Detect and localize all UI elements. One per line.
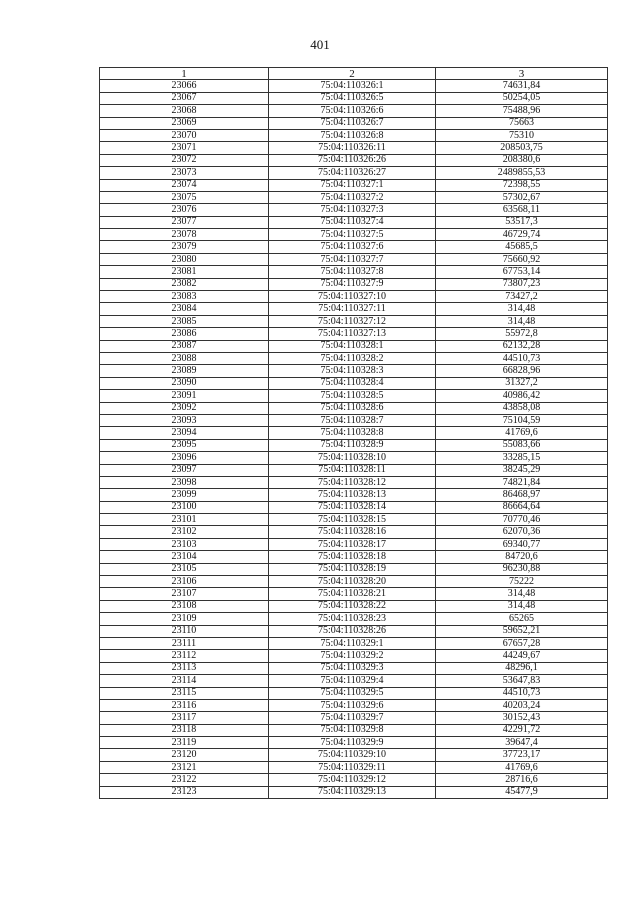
row-number-cell: 23112 bbox=[100, 650, 269, 662]
value-cell: 55083,66 bbox=[436, 439, 608, 451]
table-row bbox=[100, 80, 608, 92]
table-row bbox=[100, 551, 608, 563]
row-number-cell: 23079 bbox=[100, 241, 269, 253]
value-cell: 75104,59 bbox=[436, 414, 608, 426]
cadastral-number-cell: 75:04:110328:8 bbox=[269, 427, 436, 439]
table-row bbox=[100, 526, 608, 538]
table-row bbox=[100, 749, 608, 761]
value-cell: 72398,55 bbox=[436, 179, 608, 191]
row-number-cell: 23089 bbox=[100, 365, 269, 377]
table-row bbox=[100, 427, 608, 439]
table-row bbox=[100, 204, 608, 216]
row-number-cell: 23091 bbox=[100, 390, 269, 402]
row-number-cell: 23083 bbox=[100, 291, 269, 303]
row-number-cell: 23116 bbox=[100, 699, 269, 711]
cadastral-number-cell: 75:04:110326:26 bbox=[269, 154, 436, 166]
row-number-cell: 23122 bbox=[100, 774, 269, 786]
row-number-cell: 23093 bbox=[100, 414, 269, 426]
header-row bbox=[100, 68, 608, 80]
value-cell: 86664,64 bbox=[436, 501, 608, 513]
value-cell: 46729,74 bbox=[436, 229, 608, 241]
value-cell: 55972,8 bbox=[436, 328, 608, 340]
table-row bbox=[100, 414, 608, 426]
cadastral-number-cell: 75:04:110327:4 bbox=[269, 216, 436, 228]
value-cell: 96230,88 bbox=[436, 563, 608, 575]
column-header-3: 3 bbox=[436, 68, 608, 80]
cadastral-number-cell: 75:04:110326:6 bbox=[269, 105, 436, 117]
value-cell: 314,48 bbox=[436, 315, 608, 327]
cadastral-number-cell: 75:04:110328:12 bbox=[269, 476, 436, 488]
row-number-cell: 23086 bbox=[100, 328, 269, 340]
row-number-cell: 23107 bbox=[100, 588, 269, 600]
row-number-cell: 23080 bbox=[100, 253, 269, 265]
row-number-cell: 23109 bbox=[100, 613, 269, 625]
table-row bbox=[100, 452, 608, 464]
table-row bbox=[100, 625, 608, 637]
cadastral-number-cell: 75:04:110327:9 bbox=[269, 278, 436, 290]
value-cell: 73427,2 bbox=[436, 291, 608, 303]
value-cell: 67753,14 bbox=[436, 266, 608, 278]
cadastral-number-cell: 75:04:110327:1 bbox=[269, 179, 436, 191]
value-cell: 44510,73 bbox=[436, 352, 608, 364]
table-row bbox=[100, 489, 608, 501]
row-number-cell: 23118 bbox=[100, 724, 269, 736]
cadastral-number-cell: 75:04:110329:8 bbox=[269, 724, 436, 736]
cadastral-number-cell: 75:04:110327:10 bbox=[269, 291, 436, 303]
cadastral-number-cell: 75:04:110328:23 bbox=[269, 613, 436, 625]
row-number-cell: 23070 bbox=[100, 129, 269, 141]
table-row bbox=[100, 167, 608, 179]
column-header-2: 2 bbox=[269, 68, 436, 80]
value-cell: 57302,67 bbox=[436, 191, 608, 203]
value-cell: 53647,83 bbox=[436, 675, 608, 687]
value-cell: 73807,23 bbox=[436, 278, 608, 290]
row-number-cell: 23115 bbox=[100, 687, 269, 699]
cadastral-number-cell: 75:04:110327:6 bbox=[269, 241, 436, 253]
row-number-cell: 23077 bbox=[100, 216, 269, 228]
cadastral-number-cell: 75:04:110328:1 bbox=[269, 340, 436, 352]
table-row bbox=[100, 328, 608, 340]
table-row bbox=[100, 352, 608, 364]
table-row bbox=[100, 105, 608, 117]
row-number-cell: 23066 bbox=[100, 80, 269, 92]
table-row bbox=[100, 563, 608, 575]
value-cell: 208503,75 bbox=[436, 142, 608, 154]
cadastral-number-cell: 75:04:110328:3 bbox=[269, 365, 436, 377]
cadastral-number-cell: 75:04:110326:1 bbox=[269, 80, 436, 92]
row-number-cell: 23111 bbox=[100, 637, 269, 649]
table-row bbox=[100, 538, 608, 550]
value-cell: 62132,28 bbox=[436, 340, 608, 352]
cadastral-number-cell: 75:04:110328:13 bbox=[269, 489, 436, 501]
cadastral-number-cell: 75:04:110327:8 bbox=[269, 266, 436, 278]
table-row bbox=[100, 712, 608, 724]
table-row bbox=[100, 340, 608, 352]
table-row bbox=[100, 278, 608, 290]
table-row bbox=[100, 315, 608, 327]
table-row bbox=[100, 774, 608, 786]
cadastral-number-cell: 75:04:110327:13 bbox=[269, 328, 436, 340]
row-number-cell: 23076 bbox=[100, 204, 269, 216]
row-number-cell: 23105 bbox=[100, 563, 269, 575]
row-number-cell: 23099 bbox=[100, 489, 269, 501]
value-cell: 74631,84 bbox=[436, 80, 608, 92]
value-cell: 84720,6 bbox=[436, 551, 608, 563]
row-number-cell: 23102 bbox=[100, 526, 269, 538]
value-cell: 67657,28 bbox=[436, 637, 608, 649]
table-row bbox=[100, 576, 608, 588]
cadastral-number-cell: 75:04:110327:11 bbox=[269, 303, 436, 315]
value-cell: 28716,6 bbox=[436, 774, 608, 786]
table-row bbox=[100, 229, 608, 241]
row-number-cell: 23096 bbox=[100, 452, 269, 464]
value-cell: 2489855,53 bbox=[436, 167, 608, 179]
table-row bbox=[100, 253, 608, 265]
cadastral-number-cell: 75:04:110328:21 bbox=[269, 588, 436, 600]
row-number-cell: 23114 bbox=[100, 675, 269, 687]
cadastral-number-cell: 75:04:110328:18 bbox=[269, 551, 436, 563]
cadastral-number-cell: 75:04:110329:13 bbox=[269, 786, 436, 798]
table-row bbox=[100, 179, 608, 191]
row-number-cell: 23085 bbox=[100, 315, 269, 327]
value-cell: 62070,36 bbox=[436, 526, 608, 538]
table-row bbox=[100, 737, 608, 749]
table-row bbox=[100, 600, 608, 612]
value-cell: 314,48 bbox=[436, 588, 608, 600]
value-cell: 59652,21 bbox=[436, 625, 608, 637]
table-row bbox=[100, 786, 608, 798]
table-row bbox=[100, 514, 608, 526]
value-cell: 39647,4 bbox=[436, 737, 608, 749]
cadastral-number-cell: 75:04:110328:26 bbox=[269, 625, 436, 637]
table-row bbox=[100, 476, 608, 488]
cadastral-number-cell: 75:04:110329:1 bbox=[269, 637, 436, 649]
table-row bbox=[100, 377, 608, 389]
table-row bbox=[100, 241, 608, 253]
row-number-cell: 23075 bbox=[100, 191, 269, 203]
table-body bbox=[100, 80, 608, 799]
row-number-cell: 23101 bbox=[100, 514, 269, 526]
value-cell: 45477,9 bbox=[436, 786, 608, 798]
cadastral-number-cell: 75:04:110328:16 bbox=[269, 526, 436, 538]
table-row bbox=[100, 390, 608, 402]
row-number-cell: 23121 bbox=[100, 761, 269, 773]
cadastral-number-cell: 75:04:110326:8 bbox=[269, 129, 436, 141]
cadastral-number-cell: 75:04:110328:10 bbox=[269, 452, 436, 464]
table-row bbox=[100, 216, 608, 228]
row-number-cell: 23117 bbox=[100, 712, 269, 724]
value-cell: 63568,11 bbox=[436, 204, 608, 216]
row-number-cell: 23072 bbox=[100, 154, 269, 166]
cadastral-number-cell: 75:04:110326:11 bbox=[269, 142, 436, 154]
cadastral-number-cell: 75:04:110327:12 bbox=[269, 315, 436, 327]
cadastral-number-cell: 75:04:110328:14 bbox=[269, 501, 436, 513]
row-number-cell: 23119 bbox=[100, 737, 269, 749]
value-cell: 30152,43 bbox=[436, 712, 608, 724]
table-row bbox=[100, 129, 608, 141]
row-number-cell: 23104 bbox=[100, 551, 269, 563]
row-number-cell: 23100 bbox=[100, 501, 269, 513]
value-cell: 40986,42 bbox=[436, 390, 608, 402]
value-cell: 208380,6 bbox=[436, 154, 608, 166]
table-row bbox=[100, 662, 608, 674]
cadastral-number-cell: 75:04:110329:6 bbox=[269, 699, 436, 711]
table-row bbox=[100, 675, 608, 687]
value-cell: 45685,5 bbox=[436, 241, 608, 253]
table-row bbox=[100, 761, 608, 773]
row-number-cell: 23069 bbox=[100, 117, 269, 129]
cadastral-number-cell: 75:04:110329:4 bbox=[269, 675, 436, 687]
row-number-cell: 23082 bbox=[100, 278, 269, 290]
value-cell: 314,48 bbox=[436, 303, 608, 315]
value-cell: 50254,05 bbox=[436, 92, 608, 104]
value-cell: 43858,08 bbox=[436, 402, 608, 414]
cadastral-number-cell: 75:04:110329:11 bbox=[269, 761, 436, 773]
table-row bbox=[100, 650, 608, 662]
data-table bbox=[99, 67, 608, 799]
row-number-cell: 23071 bbox=[100, 142, 269, 154]
value-cell: 74821,84 bbox=[436, 476, 608, 488]
cadastral-number-cell: 75:04:110329:5 bbox=[269, 687, 436, 699]
row-number-cell: 23073 bbox=[100, 167, 269, 179]
row-number-cell: 23106 bbox=[100, 576, 269, 588]
table-row bbox=[100, 117, 608, 129]
cadastral-number-cell: 75:04:110328:2 bbox=[269, 352, 436, 364]
cadastral-number-cell: 75:04:110328:15 bbox=[269, 514, 436, 526]
row-number-cell: 23123 bbox=[100, 786, 269, 798]
cadastral-number-cell: 75:04:110329:2 bbox=[269, 650, 436, 662]
value-cell: 86468,97 bbox=[436, 489, 608, 501]
value-cell: 48296,1 bbox=[436, 662, 608, 674]
cadastral-number-cell: 75:04:110329:10 bbox=[269, 749, 436, 761]
row-number-cell: 23081 bbox=[100, 266, 269, 278]
row-number-cell: 23067 bbox=[100, 92, 269, 104]
value-cell: 66828,96 bbox=[436, 365, 608, 377]
row-number-cell: 23094 bbox=[100, 427, 269, 439]
value-cell: 70770,46 bbox=[436, 514, 608, 526]
row-number-cell: 23074 bbox=[100, 179, 269, 191]
table-row bbox=[100, 699, 608, 711]
table-header bbox=[100, 68, 608, 80]
value-cell: 65265 bbox=[436, 613, 608, 625]
table-row bbox=[100, 501, 608, 513]
row-number-cell: 23068 bbox=[100, 105, 269, 117]
row-number-cell: 23113 bbox=[100, 662, 269, 674]
value-cell: 75310 bbox=[436, 129, 608, 141]
column-header-1: 1 bbox=[100, 68, 269, 80]
row-number-cell: 23097 bbox=[100, 464, 269, 476]
table-row bbox=[100, 266, 608, 278]
value-cell: 75488,96 bbox=[436, 105, 608, 117]
row-number-cell: 23098 bbox=[100, 476, 269, 488]
table-row bbox=[100, 154, 608, 166]
table-row bbox=[100, 588, 608, 600]
page-number: 401 bbox=[310, 37, 330, 52]
cadastral-number-cell: 75:04:110328:22 bbox=[269, 600, 436, 612]
cadastral-number-cell: 75:04:110328:19 bbox=[269, 563, 436, 575]
cadastral-number-cell: 75:04:110329:7 bbox=[269, 712, 436, 724]
cadastral-number-cell: 75:04:110326:7 bbox=[269, 117, 436, 129]
value-cell: 42291,72 bbox=[436, 724, 608, 736]
value-cell: 38245,29 bbox=[436, 464, 608, 476]
cadastral-number-cell: 75:04:110328:20 bbox=[269, 576, 436, 588]
value-cell: 314,48 bbox=[436, 600, 608, 612]
cadastral-number-cell: 75:04:110328:17 bbox=[269, 538, 436, 550]
row-number-cell: 23110 bbox=[100, 625, 269, 637]
cadastral-number-cell: 75:04:110328:9 bbox=[269, 439, 436, 451]
row-number-cell: 23087 bbox=[100, 340, 269, 352]
value-cell: 31327,2 bbox=[436, 377, 608, 389]
cadastral-number-cell: 75:04:110328:5 bbox=[269, 390, 436, 402]
value-cell: 75660,92 bbox=[436, 253, 608, 265]
table-row bbox=[100, 191, 608, 203]
cadastral-number-cell: 75:04:110326:27 bbox=[269, 167, 436, 179]
value-cell: 69340,77 bbox=[436, 538, 608, 550]
value-cell: 75663 bbox=[436, 117, 608, 129]
value-cell: 37723,17 bbox=[436, 749, 608, 761]
table-row bbox=[100, 303, 608, 315]
table-row bbox=[100, 291, 608, 303]
value-cell: 53517,3 bbox=[436, 216, 608, 228]
value-cell: 41769,6 bbox=[436, 427, 608, 439]
cadastral-number-cell: 75:04:110329:9 bbox=[269, 737, 436, 749]
row-number-cell: 23095 bbox=[100, 439, 269, 451]
table-row bbox=[100, 142, 608, 154]
table-row bbox=[100, 687, 608, 699]
cadastral-number-cell: 75:04:110327:5 bbox=[269, 229, 436, 241]
row-number-cell: 23084 bbox=[100, 303, 269, 315]
cadastral-number-cell: 75:04:110327:2 bbox=[269, 191, 436, 203]
value-cell: 44249,67 bbox=[436, 650, 608, 662]
value-cell: 44510,73 bbox=[436, 687, 608, 699]
cadastral-number-cell: 75:04:110326:5 bbox=[269, 92, 436, 104]
cadastral-number-cell: 75:04:110329:3 bbox=[269, 662, 436, 674]
table-row bbox=[100, 439, 608, 451]
cadastral-number-cell: 75:04:110328:7 bbox=[269, 414, 436, 426]
table-row bbox=[100, 92, 608, 104]
cadastral-number-cell: 75:04:110327:3 bbox=[269, 204, 436, 216]
table-row bbox=[100, 637, 608, 649]
cadastral-number-cell: 75:04:110328:6 bbox=[269, 402, 436, 414]
row-number-cell: 23108 bbox=[100, 600, 269, 612]
value-cell: 41769,6 bbox=[436, 761, 608, 773]
row-number-cell: 23088 bbox=[100, 352, 269, 364]
table-row bbox=[100, 724, 608, 736]
value-cell: 40203,24 bbox=[436, 699, 608, 711]
cadastral-number-cell: 75:04:110327:7 bbox=[269, 253, 436, 265]
row-number-cell: 23120 bbox=[100, 749, 269, 761]
table-row bbox=[100, 613, 608, 625]
value-cell: 33285,15 bbox=[436, 452, 608, 464]
cadastral-number-cell: 75:04:110328:11 bbox=[269, 464, 436, 476]
row-number-cell: 23078 bbox=[100, 229, 269, 241]
cadastral-number-cell: 75:04:110328:4 bbox=[269, 377, 436, 389]
table-row bbox=[100, 464, 608, 476]
value-cell: 75222 bbox=[436, 576, 608, 588]
row-number-cell: 23103 bbox=[100, 538, 269, 550]
cadastral-number-cell: 75:04:110329:12 bbox=[269, 774, 436, 786]
row-number-cell: 23090 bbox=[100, 377, 269, 389]
row-number-cell: 23092 bbox=[100, 402, 269, 414]
table-row bbox=[100, 402, 608, 414]
table-row bbox=[100, 365, 608, 377]
